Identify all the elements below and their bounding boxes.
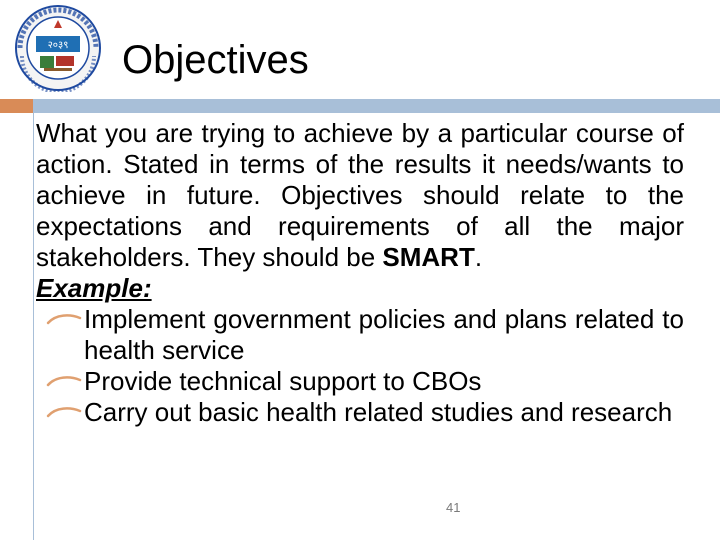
example-list bbox=[36, 304, 684, 428]
intro-paragraph bbox=[36, 118, 684, 273]
swoosh-bullet-icon bbox=[46, 312, 82, 326]
slide-title: Objectives bbox=[122, 38, 309, 82]
smart-term: SMART bbox=[382, 242, 475, 272]
slide-body bbox=[36, 118, 684, 428]
page-number: 41 bbox=[446, 500, 461, 515]
title-rule bbox=[33, 99, 720, 113]
swoosh-bullet-icon bbox=[46, 405, 82, 419]
list-item bbox=[36, 397, 684, 428]
list-item bbox=[36, 304, 684, 366]
bullet-text: Provide technical support to CBOs bbox=[84, 366, 482, 396]
intro-period: . bbox=[474, 242, 483, 272]
bullet-text: Implement government policies and plans related to health service bbox=[84, 304, 684, 365]
svg-text:२०३९: २०३९ bbox=[47, 40, 69, 51]
bullet-text: Carry out basic health related studies and research bbox=[84, 397, 673, 427]
swoosh-bullet-icon bbox=[46, 374, 82, 388]
list-item bbox=[36, 366, 684, 397]
left-rule bbox=[33, 113, 34, 540]
college-logo bbox=[6, 4, 110, 92]
title-rule-accent bbox=[0, 99, 33, 113]
example-label: Example: bbox=[36, 273, 152, 303]
intro-text: What you are trying to achieve by a particular course of action. Stated in terms of the results it needs/wants to achieve in future. Objectives should relate to the expectations and requirements of all the major stakeholders. They should be bbox=[36, 118, 684, 272]
